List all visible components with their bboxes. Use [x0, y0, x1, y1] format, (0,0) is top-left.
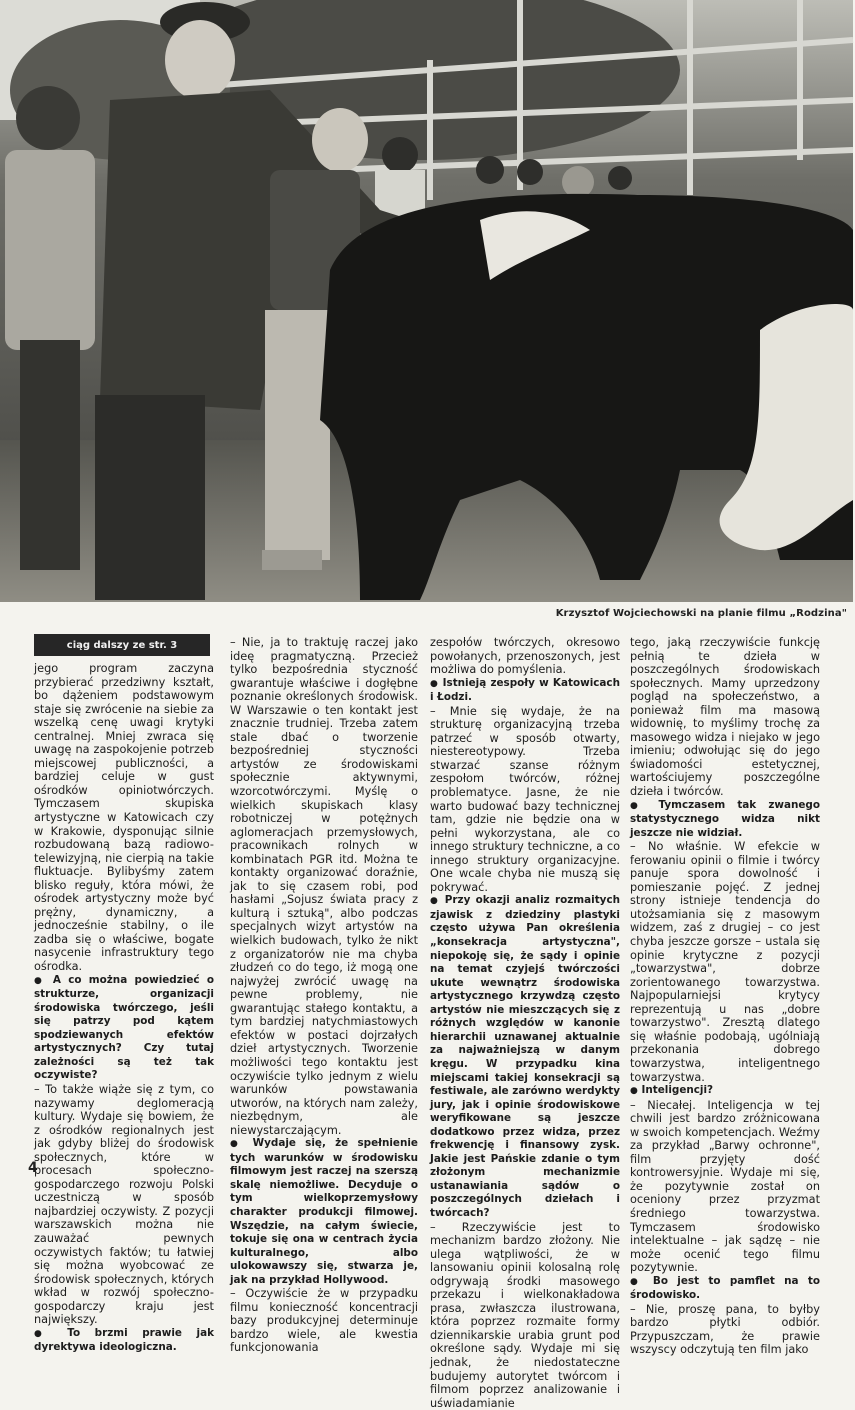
bullet-icon: ●	[34, 975, 46, 986]
text-column-4	[630, 636, 821, 1357]
paragraph: tego, jaką rzeczywiście funkcję pełnią te dzieła w poszczególnych środowiskach społecznych. Mamy uprzedzony pogląd na społeczeństwo, a ponieważ film ma masową widownię, to myślimy trochę za masowego widza i niejako w jego imieniu; odwołując się do jego świadomości estetycznej, wartościujemy poszczególne dzieła i twórców.	[630, 636, 820, 799]
bullet-icon: ●	[34, 1328, 53, 1339]
interview-question	[630, 1084, 820, 1099]
interview-question	[430, 677, 620, 705]
paragraph: – Oczywiście że w przypadku filmu konieczność koncentracji bazy produkcyjnej determinuje bardzo wiele, ale kwestia funkcjonowania	[230, 1287, 418, 1355]
photo-caption: Krzysztof Wojciechowski na planie filmu „Rodzina"	[555, 608, 847, 619]
paragraph: – Niecałej. Inteligencja w tej chwili jest bardzo zróżnicowana w swoich kompetencjach. Weźmy za przykład „Barwy ochronne", film przyjęty dość kontrowersyjnie. Wydaje mi się, że pozytywnie został on oceniony przez przyzmat średniego towarzystwa. Tymczasem środowisko intelektualne – jak sądzę – nie może ocenić tego filmu pozytywnie.	[630, 1098, 820, 1275]
text-column-1	[34, 662, 214, 1354]
question-text: Tymczasem tak zwanego statystycznego widza nikt jeszcze nie widział.	[630, 798, 821, 839]
interview-question	[34, 974, 214, 1083]
cow	[320, 194, 853, 600]
paragraph: – No właśnie. W efekcie w ferowaniu opinii o filmie i twórcy panuje spora dowolność i pomieszanie pojęć. Z jednej strony istnieje tendencja do utożsamiania się z masowym widzem, zaś z drugiej – co jest chyba jeszcze gorsze – ustala się opinie krytyczne z pozycji „towarzystwa", dobrze zorientowanego towarzystwa. Najpopularniejsi krytycy reprezentują u nas „dobre towarzystwo". Zresztą dlatego się właśnie podobają, ugólniają przekonania dobrego towarzystwa, inteligentnego towarzystwa.	[630, 840, 820, 1084]
interview-question	[430, 894, 620, 1220]
question-text: Bo jest to pamflet na to środowisko.	[630, 1274, 821, 1302]
text-column-2	[230, 636, 418, 1355]
paragraph: – Nie, proszę pana, to byłby bardzo płytki odbiór. Przypuszczam, że prawie wszyscy odczytują ten film jako	[630, 1302, 820, 1357]
film-set-photo	[0, 0, 853, 602]
interview-question	[630, 799, 820, 841]
question-text: Istnieją zespoły w Katowicach i Łodzi.	[430, 676, 620, 704]
bullet-icon: ●	[630, 800, 647, 811]
interview-question	[630, 1275, 820, 1303]
paragraph: – Nie, ja to traktuję raczej jako ideę pragmatyczną. Przecież tylko bezpośrednia styczność gwarantuje właściwe i dogłębne poznanie określonych środowisk. W Warszawie o ten kontakt jest znacznie trudniej. Trzeba zatem stale dbać o tworzenie bezpośredniej styczności artystów ze środowiskami społecznie aktywnymi, wzorcotwórczymi. Myślę o wielkich skupiskach klasy robotniczej w potężnych aglomeracjach przemysłowych, pracownikach rolnych w kombinatach PGR itd. Można te kontakty organizować doraźnie, jak to się czasem robi, pod hasłami „Sojusz świata pracy z kulturą i sztuką", albo podczas specjalnych wizyt artystów na wielkich budowach, tylko że nikt z organizatorów nie ma chyba złudzeń co do tego, iż mogą one najwyżej zwrócić uwagę na pewne problemy, nie gwarantując stałego kontaktu, a tym bardziej natychmiastowych efektów w postaci dojrzałych dzieł artystycznych. Tworzenie możliwości tego kontaktu jest oczywiście tylko jednym z wielu warunków powstawania utworów, na których nam zależy, niezbędnym, ale niewystarczającym.	[230, 636, 418, 1137]
paragraph: – To także wiąże się z tym, co nazywamy deglomeracją kultury. Wydaje się bowiem, że z ośrodków regionalnych jest jak gdyby bliżej do środowisk społecznych, które w procesach społeczno-gospodarczego rozwoju Polski uczestniczą w sposób najbardziej oczywisty. Z pozycji warszawskich można nie zauważać pewnych oczywistych faktów; tu łatwiej się można wyobcować ze środowisk społecznych, których wkład w rozwój społeczno-gospodarczy kraju jest największy.	[34, 1082, 214, 1327]
bullet-icon: ●	[630, 1086, 638, 1097]
bullet-icon: ●	[630, 1276, 644, 1287]
interview-question	[230, 1137, 418, 1287]
question-text: To brzmi prawie jak dyrektywa ideologiczna.	[34, 1326, 214, 1354]
page-number: 4	[28, 1160, 38, 1176]
bullet-icon: ●	[230, 1139, 244, 1150]
bullet-icon: ●	[430, 896, 440, 907]
question-text: Wydaje się, że spełnienie tych warunków w środowisku filmowym jest raczej na szerszą skalę niemożliwe. Decyduje o tym wielkoprzemysłowy charakter produkcji filmowej. Wszędzie, na całym świecie, tokuje się ona w centrach życia kulturalnego, albo ulokowawszy się, stwarza je, jak na przykład Hollywood.	[230, 1137, 418, 1286]
paragraph: – Mnie się wydaje, że na strukturę organizacyjną trzeba patrzeć w sposób otwarty, niestereotypowy. Trzeba stwarzać szanse różnym zespołom twórców, różnej problematyce. Jasne, że nie warto budować bazy technicznej tam, gdzie nie będzie ona w pełni wykorzystana, ale co innego struktury techniczne, a co innego struktury organizacyjne. One wcale chyba nie muszą się pokrywać.	[430, 704, 620, 894]
continued-label: ciąg dalszy ze str. 3	[34, 634, 210, 656]
question-text: Inteligencji?	[641, 1084, 714, 1097]
text-column-3	[430, 636, 621, 1410]
question-text: Przy okazji analiz rozmaitych zjawisk z dziedziny plastyki często używa Pan określenia „konsekracja artystyczna", niepokoję się, że sądy i opinie na temat czyjejś twórczości ukute wewnątrz środowiska artystycznego krzywdzą często artystów nie mieszczących się z różnych względów w kanonie hierarchii uznawanej aktualnie za najważniejszą w danym kręgu. W przypadku kina miejscami takiej konsekracji są festiwale, ale zarówno werdykty jury, jak i opinie środowiskowe weryfikowane są jeszcze dodatkowo przez widza, przez frekwencję i finansowy zysk. Jakie jest Pańskie zdanie o tym złożonym mechanizmie ustanawiania sądów o poszczególnych dziełach i twórcach?	[430, 894, 621, 1219]
paragraph: – Rzeczywiście jest to mechanizm bardzo złożony. Nie ulega wątpliwości, że w lansowaniu opinii kolosalną rolę odgrywają środki masowego przekazu i wielkonakładowa prasa, zwłaszcza ilustrowana, która poprzez rozmaite formy dziennikarskie urabia grunt pod określone sądy. Wydaje mi się jednak, że niedostateczne budujemy autorytet twórcom i filmom poprzez analizowanie i uświadamianie	[430, 1220, 620, 1410]
question-text: A co można powiedzieć o strukturze, organizacji środowiska twórczego, jeśli się patrzy pod kątem spodziewanych efektów artystycznych? Czy tutaj zależności są też tak oczywiste?	[34, 973, 214, 1082]
paragraph: zespołów twórczych, okresowo powołanych, przenoszonych, jest możliwa do pomyślenia.	[430, 636, 620, 677]
paragraph: jego program zaczyna przybierać przedziwny kształt, bo dążeniem podstawowym staje się zwrócenie na siebie za wszelką cenę uwagi krytyki centralnej. Mniej zwraca się uwagę na zaspokojenie potrzeb miejscowej publiczności, a bardziej celuje w gust ośrodków opiniotwórczych. Tymczasem skupiska artystyczne w Katowicach czy w Krakowie, dysponując silnie rozbudowaną bazą radiowo-telewizyjną, nie cierpią na takie fluktuacje. Bylibyśmy zatem blisko reguły, która mówi, że ośrodek artystyczny może być prężny, dynamiczny, a jednocześnie stabilny, o ile zadba się o właściwe, bogate nasycenie infrastruktury tego ośrodka.	[34, 662, 214, 974]
bullet-icon: ●	[430, 678, 439, 689]
interview-question	[34, 1327, 214, 1355]
